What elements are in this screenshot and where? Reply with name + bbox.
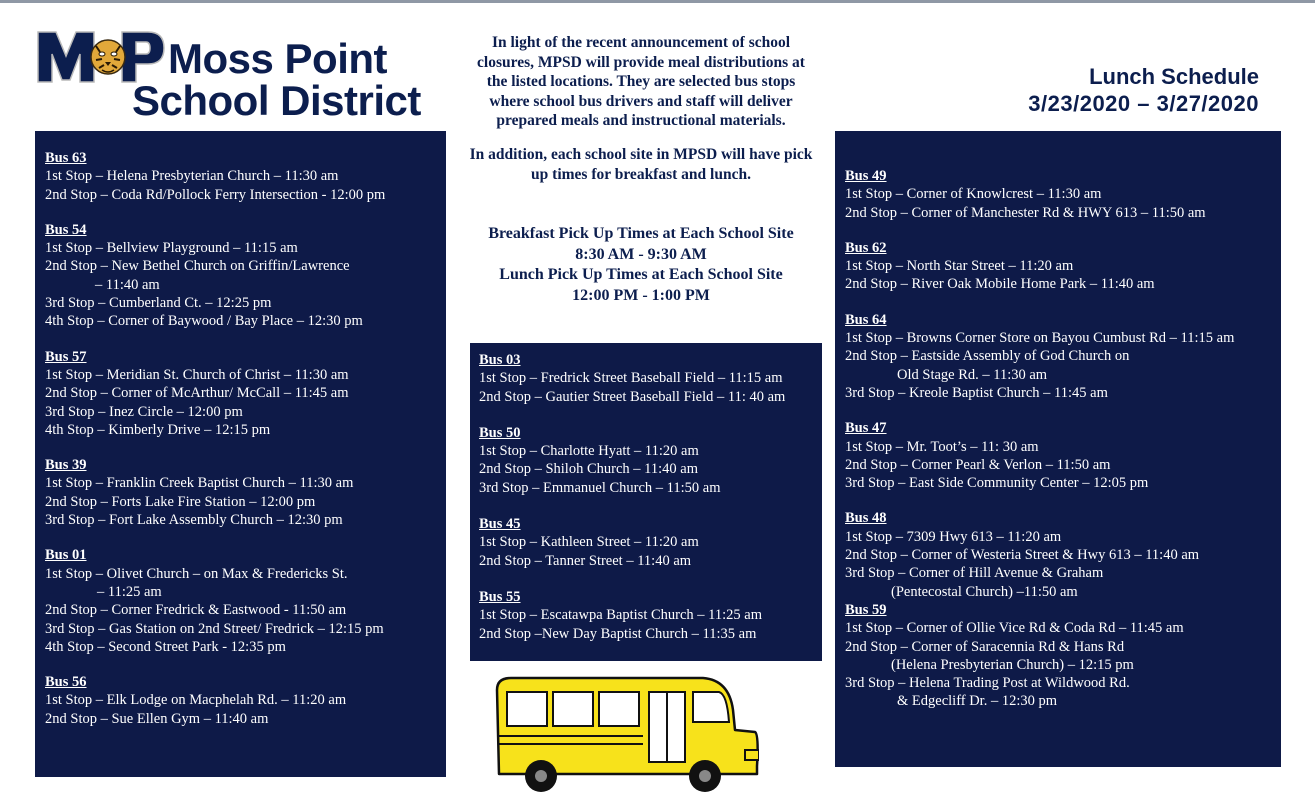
bus-stop: 1st Stop – Bellview Playground – 11:15 am	[45, 240, 298, 257]
bus-stop: 1st Stop – Olivet Church – on Max & Fredericks St.	[45, 565, 348, 582]
bus-stop: 3rd Stop – Corner of Hill Avenue & Graham	[845, 565, 1104, 582]
announcement-paragraph-1: In light of the recent announcement of school closures, MPSD will provide meal distributions at the listed locations. They are selected bus stops where school bus drivers and staff will deliver prepared meals and instructional materials.	[477, 34, 805, 130]
bus-stop: 1st Stop – Corner of Knowlcrest – 11:30 am	[845, 186, 1102, 203]
bus-stop: 4th Stop – Second Street Park - 12:35 pm	[45, 638, 286, 655]
bus-stop: 1st Stop – Kathleen Street – 11:20 am	[479, 534, 699, 551]
bus-stop: 2nd Stop – Tanner Street – 11:40 am	[479, 552, 692, 569]
bus-name: Bus 54	[45, 221, 87, 238]
bus-stop: 3rd Stop – Helena Trading Post at Wildwood Rd.	[845, 675, 1130, 692]
bus-stop: 2nd Stop – Gautier Street Baseball Field – 11: 40 am	[479, 388, 786, 405]
bus-stop: 4th Stop – Corner of Baywood / Bay Place – 12:30 pm	[45, 313, 363, 330]
bus-stop: 2nd Stop – Corner Pearl & Verlon – 11:50 am	[845, 456, 1111, 473]
bus-name: Bus 64	[845, 311, 887, 328]
right-schedule-panel	[835, 131, 1281, 767]
bus-name: Bus 03	[479, 352, 521, 368]
schedule-title: Lunch Schedule	[1089, 64, 1259, 89]
bus-block-54	[45, 221, 446, 331]
district-title-line1: Moss Point	[168, 35, 388, 82]
bus-stop-continued: (Pentecostal Church) –11:50 am	[891, 583, 1078, 600]
schedule-dates: 3/23/2020 – 3/27/2020	[1028, 91, 1259, 116]
schedule-heading	[1028, 64, 1259, 118]
breakfast-label: Breakfast Pick Up Times at Each School Site	[488, 225, 794, 242]
bus-block-45	[479, 515, 822, 570]
bus-block-47	[845, 419, 1273, 492]
pickup-times	[468, 224, 814, 306]
bus-stop: 1st Stop – Meridian St. Church of Christ – 11:30 am	[45, 366, 349, 383]
bus-block-50	[479, 424, 822, 497]
bus-name: Bus 47	[845, 420, 887, 437]
bus-name: Bus 45	[479, 516, 521, 533]
bus-block-03	[479, 351, 822, 406]
lunch-label: Lunch Pick Up Times at Each School Site	[499, 266, 783, 283]
bus-stop: 1st Stop – Helena Presbyterian Church – 11:30 am	[45, 168, 339, 185]
bus-block-63	[45, 149, 446, 204]
bus-block-49	[845, 167, 1273, 222]
bus-stop: 2nd Stop – Corner of McArthur/ McCall – 11:45 am	[45, 385, 349, 402]
bus-stop: 1st Stop – Escatawpa Baptist Church – 11:25 am	[479, 607, 762, 624]
bus-stop: 1st Stop – Browns Corner Store on Bayou Cumbust Rd – 11:15 am	[845, 330, 1235, 347]
bus-name: Bus 49	[845, 168, 887, 184]
bus-block-01	[45, 546, 446, 656]
bus-stop: 3rd Stop – Inez Circle – 12:00 pm	[45, 403, 243, 420]
bus-stop: 4th Stop – Kimberly Drive – 12:15 pm	[45, 421, 271, 438]
top-border	[0, 0, 1315, 3]
bus-block-56	[45, 673, 446, 728]
bus-stop: 1st Stop – Franklin Creek Baptist Church – 11:30 am	[45, 475, 354, 492]
bus-stop: 2nd Stop – River Oak Mobile Home Park – 11:40 am	[845, 276, 1155, 293]
bus-stop: 2nd Stop – Corner of Manchester Rd & HWY 613 – 11:50 am	[845, 204, 1206, 221]
bus-name: Bus 62	[845, 239, 887, 256]
bus-name: Bus 50	[479, 424, 521, 441]
bus-name: Bus 57	[45, 348, 87, 365]
school-bus-illustration	[493, 670, 759, 794]
bus-stop: 3rd Stop – Kreole Baptist Church – 11:45 am	[845, 384, 1108, 401]
announcement	[468, 33, 814, 184]
bus-stop: 3rd Stop – Emmanuel Church – 11:50 am	[479, 479, 721, 496]
bus-stop: 1st Stop – Elk Lodge on Macphelah Rd. – 11:20 am	[45, 692, 347, 709]
bus-block-64	[845, 311, 1273, 402]
district-title-line2: School District	[132, 77, 421, 124]
middle-schedule-panel	[470, 343, 822, 661]
bus-stop: 1st Stop – Corner of Ollie Vice Rd & Coda Rd – 11:45 am	[845, 620, 1184, 637]
bus-block-39	[45, 456, 446, 529]
bus-stop-continued: (Helena Presbyterian Church) – 12:15 pm	[891, 656, 1134, 673]
bus-block-62	[845, 239, 1273, 294]
bus-stop: 1st Stop – 7309 Hwy 613 – 11:20 am	[845, 528, 1062, 545]
bus-stop: 3rd Stop – Fort Lake Assembly Church – 12:30 pm	[45, 512, 343, 529]
bus-block-57	[45, 348, 446, 439]
breakfast-time: 8:30 AM - 9:30 AM	[575, 245, 707, 263]
lunch-time: 12:00 PM - 1:00 PM	[572, 286, 710, 304]
bus-block-48	[845, 509, 1273, 600]
bus-block-59	[845, 601, 1273, 711]
bus-stop: 2nd Stop – Sue Ellen Gym – 11:40 am	[45, 710, 269, 727]
bus-stop-continued: – 11:25 am	[97, 583, 162, 600]
bus-stop: 2nd Stop – Coda Rd/Pollock Ferry Intersection - 12:00 pm	[45, 186, 386, 203]
bus-name: Bus 01	[45, 547, 87, 564]
bus-name: Bus 63	[45, 150, 87, 166]
bus-stop: 1st Stop – Charlotte Hyatt – 11:20 am	[479, 443, 699, 460]
bus-name: Bus 39	[45, 457, 87, 474]
bus-stop: 2nd Stop – Eastside Assembly of God Church on	[845, 348, 1130, 365]
bus-name: Bus 55	[479, 588, 521, 605]
bus-stop: 1st Stop – Mr. Toot’s – 11: 30 am	[845, 438, 1039, 455]
bus-block-55	[479, 588, 822, 643]
bus-name: Bus 59	[845, 601, 887, 618]
bus-stop: 2nd Stop – New Bethel Church on Griffin/Lawrence	[45, 258, 350, 275]
bus-stop: 2nd Stop – Corner Fredrick & Eastwood - 11:50 am	[45, 602, 347, 619]
bus-stop: 2nd Stop – Shiloh Church – 11:40 am	[479, 461, 698, 478]
bus-stop: 2nd Stop – Corner of Saracennia Rd & Hans Rd	[845, 638, 1125, 655]
bus-stop: 2nd Stop – Forts Lake Fire Station – 12:00 pm	[45, 493, 316, 510]
bus-stop: 3rd Stop – Gas Station on 2nd Street/ Fredrick – 12:15 pm	[45, 620, 384, 637]
bus-stop: 3rd Stop – East Side Community Center – 12:05 pm	[845, 475, 1149, 492]
bus-stop: 2nd Stop –New Day Baptist Church – 11:35 am	[479, 625, 757, 642]
left-schedule-panel	[35, 131, 446, 777]
bus-stop: 2nd Stop – Corner of Westeria Street & Hwy 613 – 11:40 am	[845, 547, 1200, 564]
bus-stop: 3rd Stop – Cumberland Ct. – 12:25 pm	[45, 295, 272, 312]
bus-name: Bus 56	[45, 674, 87, 691]
bus-stop-continued: – 11:40 am	[95, 276, 160, 293]
bus-stop: 1st Stop – North Star Street – 11:20 am	[845, 258, 1074, 275]
bus-stop-continued: & Edgecliff Dr. – 12:30 pm	[897, 693, 1058, 710]
announcement-paragraph-2: In addition, each school site in MPSD will have pick up times for breakfast and lunch.	[469, 145, 813, 183]
bus-name: Bus 48	[845, 510, 887, 527]
district-title	[132, 35, 421, 124]
bus-stop-continued: Old Stage Rd. – 11:30 am	[897, 366, 1048, 383]
bus-stop: 1st Stop – Fredrick Street Baseball Field – 11:15 am	[479, 370, 783, 387]
